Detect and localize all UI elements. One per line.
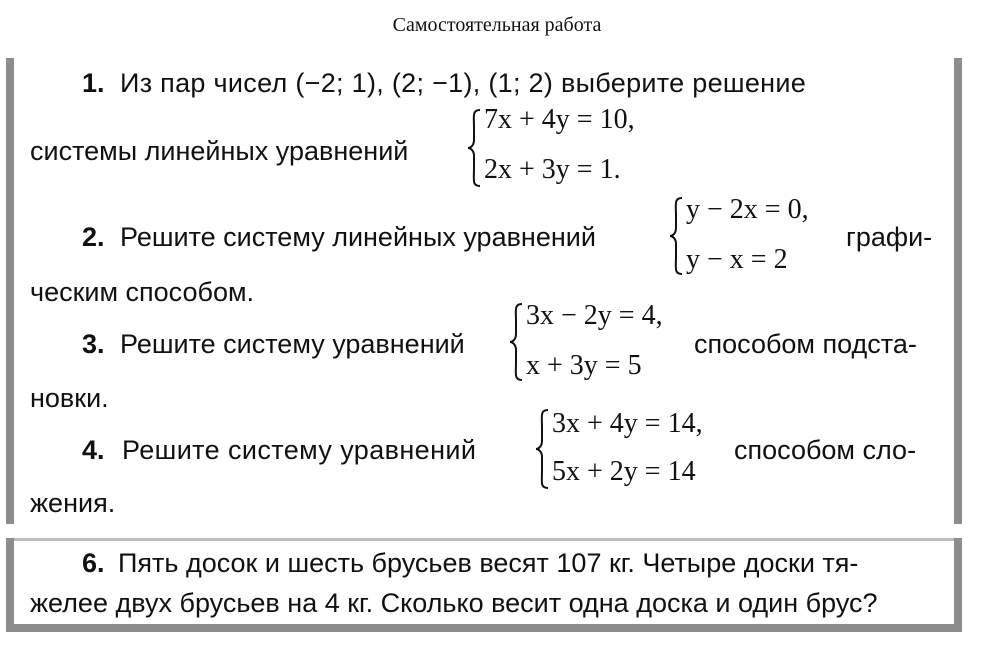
task-number: 2. bbox=[82, 222, 105, 252]
task-text-line2: жения. bbox=[30, 488, 116, 518]
frame-right-border-lower bbox=[954, 538, 962, 632]
equation-1: y − 2x = 0, bbox=[686, 194, 809, 225]
task-number: 1. bbox=[82, 68, 105, 98]
task-text-line1: Из пар чисел (−2; 1), (2; −1), (1; 2) выберите решение bbox=[120, 68, 807, 98]
frame-top-border-lower bbox=[6, 538, 962, 541]
equation-2: y − x = 2 bbox=[686, 244, 788, 275]
task-text-after: графи- bbox=[846, 222, 933, 252]
task-text-line1: Решите систему уравнений bbox=[120, 329, 465, 359]
equation-1: 3x + 4y = 14, bbox=[552, 408, 703, 439]
task-number: 3. bbox=[82, 329, 105, 359]
system-brace bbox=[466, 108, 482, 188]
task-text-line2: новки. bbox=[30, 383, 109, 413]
equation-1: 3x − 2y = 4, bbox=[526, 300, 663, 331]
equation-2: 2x + 3y = 1. bbox=[484, 154, 621, 185]
task-text-line1: Пять досок и шесть брусьев весят 107 кг. Четыре доски тя- bbox=[118, 548, 859, 578]
system-brace bbox=[508, 302, 524, 382]
system-brace bbox=[534, 408, 550, 490]
task-text-after: способом подста- bbox=[694, 329, 917, 359]
frame-bottom-border bbox=[6, 624, 962, 632]
frame-left-border-lower bbox=[6, 538, 14, 632]
task-text-after: способом сло- bbox=[734, 435, 917, 465]
frame-left-border bbox=[6, 58, 14, 524]
equation-2: 5x + 2y = 14 bbox=[552, 456, 696, 487]
task-text-line1: Решите систему уравнений bbox=[122, 435, 477, 465]
equation-2: x + 3y = 5 bbox=[526, 350, 642, 381]
frame-right-border bbox=[954, 58, 962, 524]
task-text-line2: ческим способом. bbox=[30, 277, 255, 307]
system-brace bbox=[668, 196, 684, 276]
page-title: Самостоятельная работа bbox=[392, 14, 602, 36]
task-text-line2: желее двух брусьев на 4 кг. Сколько весит одна доска и один брус? bbox=[30, 588, 878, 618]
task-text-line1: Решите систему линейных уравнений bbox=[120, 222, 596, 252]
task-number: 4. bbox=[82, 435, 105, 465]
task-text-line2: системы линейных уравнений bbox=[30, 136, 409, 166]
task-number: 6. bbox=[82, 548, 105, 578]
equation-1: 7x + 4y = 10, bbox=[484, 104, 635, 135]
